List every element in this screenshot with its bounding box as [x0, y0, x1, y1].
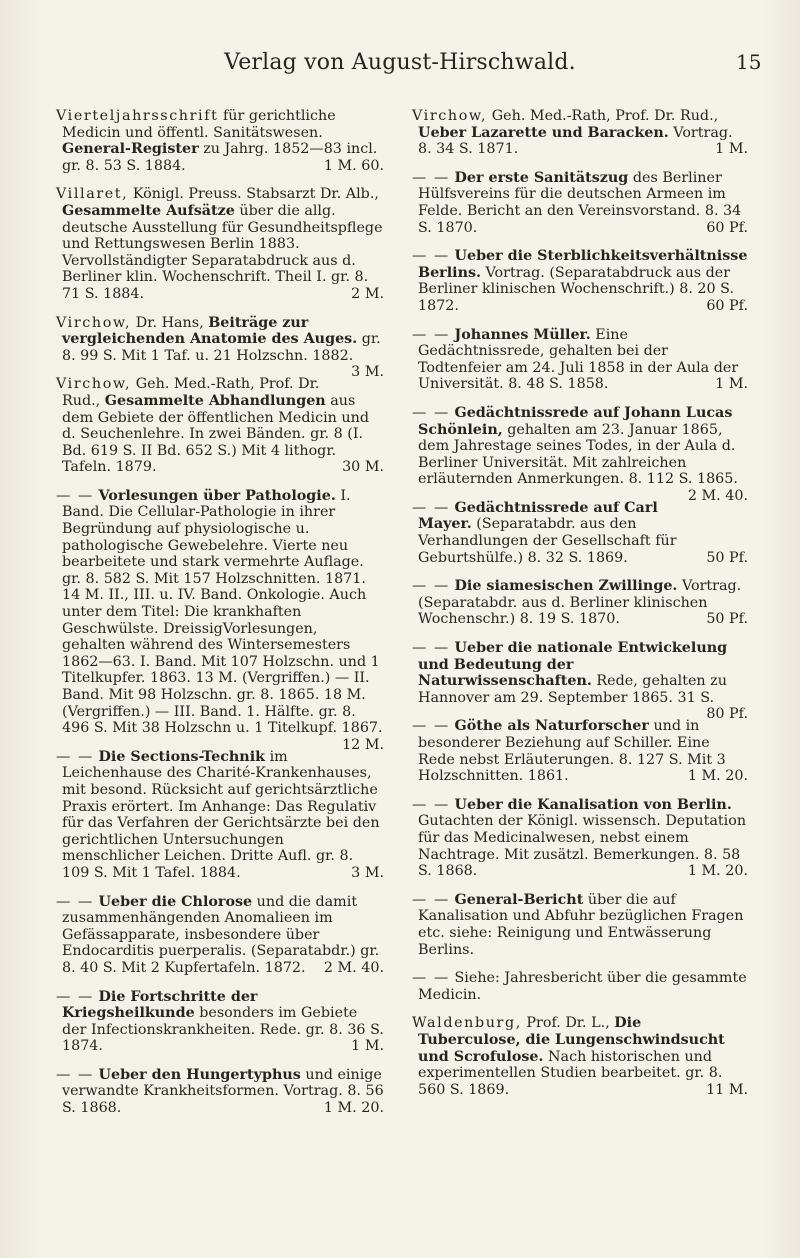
catalog-entry: [56, 314, 384, 381]
entry-price: 60 Pf.: [706, 297, 748, 314]
entry-text: Geh. Med.-Rath, Prof. Dr. Rud.,: [487, 108, 719, 124]
entry-price: 1 M. 60.: [323, 157, 384, 174]
author-name: — —: [412, 248, 450, 265]
entry-title: Johannes Müller.: [454, 326, 591, 343]
catalog-entry: [412, 797, 748, 880]
catalog-entry: [56, 989, 384, 1055]
entry-title: Beiträge zur vergleichenden Anatomie des Auges.: [62, 314, 358, 348]
author-name: — —: [412, 718, 450, 735]
entry-price: 11 M.: [706, 1081, 748, 1098]
entry-details: des Berliner Hülfsvereins für die deutschen Armeen im Felde. Bericht an den Vereinsvorstand. 8. 34 S. 1870.: [418, 169, 742, 236]
entry-details: Eine Gedächtnissrede, gehalten bei der Todtenfeier am 24. Juli 1858 in der Aula der Universität. 8. 48 S. 1858.: [418, 326, 739, 393]
author-name: — —: [412, 640, 450, 657]
entry-title: Die Sections-Technik: [98, 748, 266, 765]
author-name: — —: [56, 748, 94, 765]
entry-details: und einige verwandte Krankheitsformen. Vortrag. 8. 56 S. 1868.: [62, 1066, 384, 1117]
author-name: Waldenburg,: [412, 1015, 522, 1032]
author-name: — —: [412, 404, 450, 421]
left-column: [56, 108, 384, 1129]
author-name: Virchow,: [412, 108, 488, 124]
catalog-entry: [412, 500, 748, 566]
entry-details: I. Band. Die Cellular-Pathologie in ihrer Begründung auf physiologische u. pathologische Gewebelehre. Vierte neu bearbeitete und stark vermehrte Auflage. gr. 8. 582 S. Mit 157 Holzschnitten. 1871. 14 M. II., III. u. IV. Band. Onkologie. Auch unter dem Titel: Die krankhaften Geschwülste. DreissigVorlesungen, gehalten während des Wintersemesters 1862—63. I. Band. Mit 107 Holzschn. und 1 Titelkupfer. 1863. 13 M. (Vergriffen.) — II. Band. Mit 98 Holzschn. gr. 8. 1865. 18 M. (Vergriffen.) — III. Band. 1. Hälfte. gr. 8. 496 S. Mit 38 Holzschn u. 1 Titelkupf. 1867.: [62, 487, 383, 737]
entry-price: 1 M.: [351, 1038, 384, 1055]
entry-title: Ueber Lazarette und Baracken.: [418, 124, 669, 141]
catalog-entry: [412, 718, 748, 784]
publisher-header: Verlag von August-Hirschwald.: [224, 50, 576, 75]
entry-title: Ueber die Kanalisation von Berlin.: [454, 796, 732, 813]
catalog-entry: [56, 1067, 384, 1117]
entry-details: im Leichenhause des Charité-Krankenhauses, mit besond. Rücksicht auf gerichtsärztliche Praxis erörtert. Im Anhange: Das Regulativ für das Verfahren der Gerichtsärzte bei den gerichtlichen Untersuchungen menschlicher Leichen. Dritte Aufl. gr. 8. 109 S. Mit 1 Tafel. 1884.: [62, 748, 380, 881]
catalog-entry: [56, 376, 384, 476]
entry-details: Vortrag. (Separatabdruck aus der Berliner klinischen Wochenschrift.) 8. 20 S. 1872.: [418, 264, 734, 314]
catalog-entry: [412, 578, 748, 628]
catalog-entry: [412, 327, 748, 393]
entry-price: 2 M. 40.: [687, 487, 748, 504]
catalog-entry: [412, 248, 748, 314]
entry-price: 3 M.: [351, 864, 384, 881]
entry-price: 12 M.: [342, 736, 384, 753]
catalog-entry: [412, 1015, 748, 1098]
entry-title: General-Register: [62, 141, 199, 158]
entry-details: Gutachten der Königl. wissensch. Deputation für das Medicinalwesen, nebst einem Nachtrage. Mit zusätzl. Bemerkungen. 8. 58 S. 1868.: [418, 813, 747, 880]
entry-details: gr. 8. 99 S. Mit 1 Taf. u. 21 Holzschn. 1882.: [62, 331, 381, 364]
entry-price: 1 M. 20.: [687, 863, 748, 880]
entry-price: 1 M. 20.: [687, 768, 748, 785]
entry-title: General-Bericht: [454, 891, 584, 908]
entry-details: (Separatabdr. aus den Verhandlungen der Gesellschaft für Geburtshülfe.) 8. 32 S. 1869.: [418, 516, 677, 566]
entry-details: Rede, gehalten zu Hannover am 29. September 1865. 31 S.: [418, 673, 727, 706]
entry-price: 1 M.: [715, 141, 748, 158]
catalog-entry: [56, 186, 384, 302]
entry-details: Vortrag. (Separatabdr. aus d. Berliner klinischen Wochenschr.) 8. 19 S. 1870.: [418, 578, 742, 628]
author-name: — —: [412, 578, 450, 595]
author-name: — —: [56, 487, 94, 504]
entry-price: 2 M. 40.: [323, 959, 384, 976]
catalog-entry: [412, 640, 748, 723]
author-name: Vierteljahrsschrift: [56, 108, 219, 124]
entry-details: und in besonderer Beziehung auf Schiller. Eine Rede nebst Erläuterungen. 8. 127 S. Mit 3 Holzschnitten. 1861.: [418, 718, 726, 785]
catalog-entry: [56, 108, 384, 174]
entry-title: Ueber die Chlorose: [98, 893, 253, 910]
catalog-entry: [412, 970, 748, 1003]
entry-details: aus dem Gebiete der öffentlichen Medicin und d. Seuchenlehre. In zwei Bänden. gr. 8 (I. Bd. 619 S. II Bd. 652 S.) Mit 4 lithogr. Tafeln. 1879.: [62, 392, 369, 476]
entry-price: 30 M.: [342, 459, 384, 476]
entry-title: Göthe als Naturforscher: [454, 718, 649, 735]
author-name: — —: [56, 1066, 94, 1083]
entry-details: Vortrag. 8. 34 S. 1871.: [418, 124, 733, 158]
entry-title: Die siamesischen Zwillinge.: [454, 578, 678, 595]
author-name: Virchow,: [56, 376, 132, 393]
entry-title: Ueber den Hungertyphus: [98, 1066, 301, 1083]
entry-title: Die Fortschritte der Kriegsheilkunde: [62, 988, 258, 1022]
catalog-entry: [412, 170, 748, 236]
entry-text: Geh. Med.-Rath, Prof. Dr. Rud.,: [62, 376, 320, 409]
entry-details: Nach historischen und experimentellen Studien bearbeitet. gr. 8. 560 S. 1869.: [418, 1048, 723, 1098]
entry-details: über die auf Kanalisation und Abfuhr bezüglichen Fragen etc. siehe: Reinigung und Entwässerung Berlins.: [418, 891, 744, 958]
entry-price: 1 M.: [715, 376, 748, 393]
entry-title: Gedächtnissrede auf Johann Lucas Schönlein,: [418, 404, 733, 438]
entry-title: Die Tuberculose, die Lungenschwindsucht und Scrofulose.: [418, 1015, 725, 1065]
entry-text: Königl. Preuss. Stabsarzt Dr. Alb.,: [128, 186, 379, 203]
entry-price: 1 M. 20.: [323, 1100, 384, 1117]
entry-price: 50 Pf.: [706, 549, 748, 566]
author-name: — —: [56, 988, 94, 1005]
author-name: — —: [56, 893, 94, 910]
entry-title: Ueber die nationale Entwickelung und Bedeutung der Naturwissenschaften.: [418, 640, 728, 690]
author-name: — —: [412, 970, 450, 987]
right-column: [412, 108, 748, 1110]
entry-price: 3 M.: [351, 364, 384, 381]
catalog-entry: [412, 892, 748, 958]
entry-details: gehalten am 23. Januar 1865, dem Jahrestage seines Todes, in der Aula d. Berliner Universität. Mit zahlreichen erläuternden Anmerkungen. 8. 112 S. 1865.: [418, 421, 738, 488]
author-name: Virchow,: [56, 314, 132, 331]
author-name: — —: [412, 499, 450, 516]
entry-title: Ueber die Sterblichkeitsverhältnisse Berlins.: [418, 248, 748, 281]
entry-price: 2 M.: [351, 285, 384, 302]
entry-price: 80 Pf.: [706, 706, 748, 723]
entry-text: Dr. Hans,: [131, 314, 209, 331]
entry-details: zu Jahrg. 1852—83 incl. gr. 8. 53 S. 1884.: [62, 141, 378, 174]
author-name: Villaret,: [56, 186, 129, 203]
catalog-entry: [56, 487, 384, 753]
page-number: 15: [736, 50, 762, 74]
entry-title: Der erste Sanitätszug: [454, 169, 629, 186]
entry-details: über die allg. deutsche Ausstellung für Gesundheitspflege und Rettungswesen Berlin 1883. Vervollständigter Separatabdruck aus d. Berliner klin. Wochenschrift. Theil I. gr. 8. 71 S. 1884.: [62, 202, 383, 302]
entry-details: besonders im Gebiete der Infectionskrankheiten. Rede. gr. 8. 36 S. 1874.: [62, 1005, 384, 1055]
entry-details: und die damit zusammenhängenden Anomalieen im Gefässapparate, insbesondere über Endocarditis puerperalis. (Separatabdr.) gr. 8. 40 S. Mit 2 Kupfertafeln. 1872.: [62, 893, 380, 976]
entry-text: Siehe: Jahresbericht über die gesammte Medicin.: [418, 970, 747, 1003]
author-name: — —: [412, 169, 450, 186]
author-name: — —: [412, 796, 450, 813]
catalog-entry: [412, 108, 748, 158]
catalog-entry: [56, 749, 384, 882]
entry-price: 50 Pf.: [706, 611, 748, 628]
entry-text: Prof. Dr. L.,: [521, 1015, 615, 1032]
entry-title: Gedächtnissrede auf Carl Mayer.: [418, 499, 658, 533]
entry-title: Gesammelte Abhandlungen: [104, 392, 326, 409]
entry-text: für gerichtliche Medicin und öffentl. Sanitätswesen.: [62, 108, 336, 141]
catalog-entry: [56, 894, 384, 977]
catalog-entry: [412, 404, 748, 504]
entry-title: Vorlesungen über Pathologie.: [98, 487, 336, 504]
entry-price: 60 Pf.: [706, 219, 748, 236]
entry-title: Gesammelte Aufsätze: [62, 202, 235, 219]
author-name: — —: [412, 891, 450, 908]
author-name: — —: [412, 326, 450, 343]
